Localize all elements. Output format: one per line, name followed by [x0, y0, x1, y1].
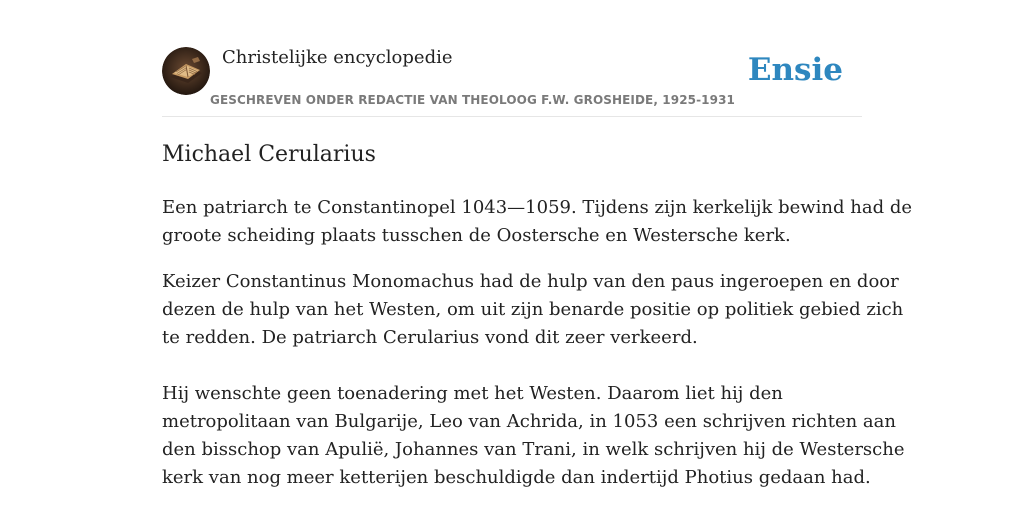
site-subtitle: GESCHREVEN ONDER REDACTIE VAN THEOLOOG F.W. GROSHEIDE, 1925-1931: [210, 93, 735, 107]
article-title: Michael Cerularius: [162, 142, 376, 167]
book-thumbnail-icon: [162, 47, 210, 95]
avatar[interactable]: [162, 47, 210, 95]
article-paragraph: [162, 380, 905, 492]
paragraph-line: den bisschop van Apulië, Johannes van Trani, in welk schrijven hij de Westersche: [162, 439, 905, 460]
paragraph-line: Hij wenschte geen toenadering met het Westen. Daarom liet hij den: [162, 383, 783, 404]
article: [162, 138, 912, 510]
article-paragraph: [162, 268, 904, 352]
ensie-logo[interactable]: Ensie: [747, 52, 843, 88]
paragraph-line: metropolitaan van Bulgarije, Leo van Achrida, in 1053 een schrijven richten aan: [162, 411, 896, 432]
paragraph-line: groote scheiding plaats tusschen de Oostersche en Westersche kerk.: [162, 225, 791, 246]
article-paragraph: [162, 194, 912, 250]
paragraph-line: Een patriarch te Constantinopel 1043—1059. Tijdens zijn kerkelijk bewind had de: [162, 197, 912, 218]
paragraph-line: te redden. De patriarch Cerularius vond dit zeer verkeerd.: [162, 327, 698, 348]
site-header: [162, 46, 862, 117]
site-name[interactable]: Christelijke encyclopedie: [222, 47, 453, 68]
paragraph-line: dezen de hulp van het Westen, om uit zijn benarde positie op politiek gebied zich: [162, 299, 904, 320]
paragraph-line: Keizer Constantinus Monomachus had de hulp van den paus ingeroepen en door: [162, 271, 899, 292]
paragraph-line: kerk van nog meer ketterijen beschuldigde dan indertijd Photius gedaan had.: [162, 467, 871, 488]
